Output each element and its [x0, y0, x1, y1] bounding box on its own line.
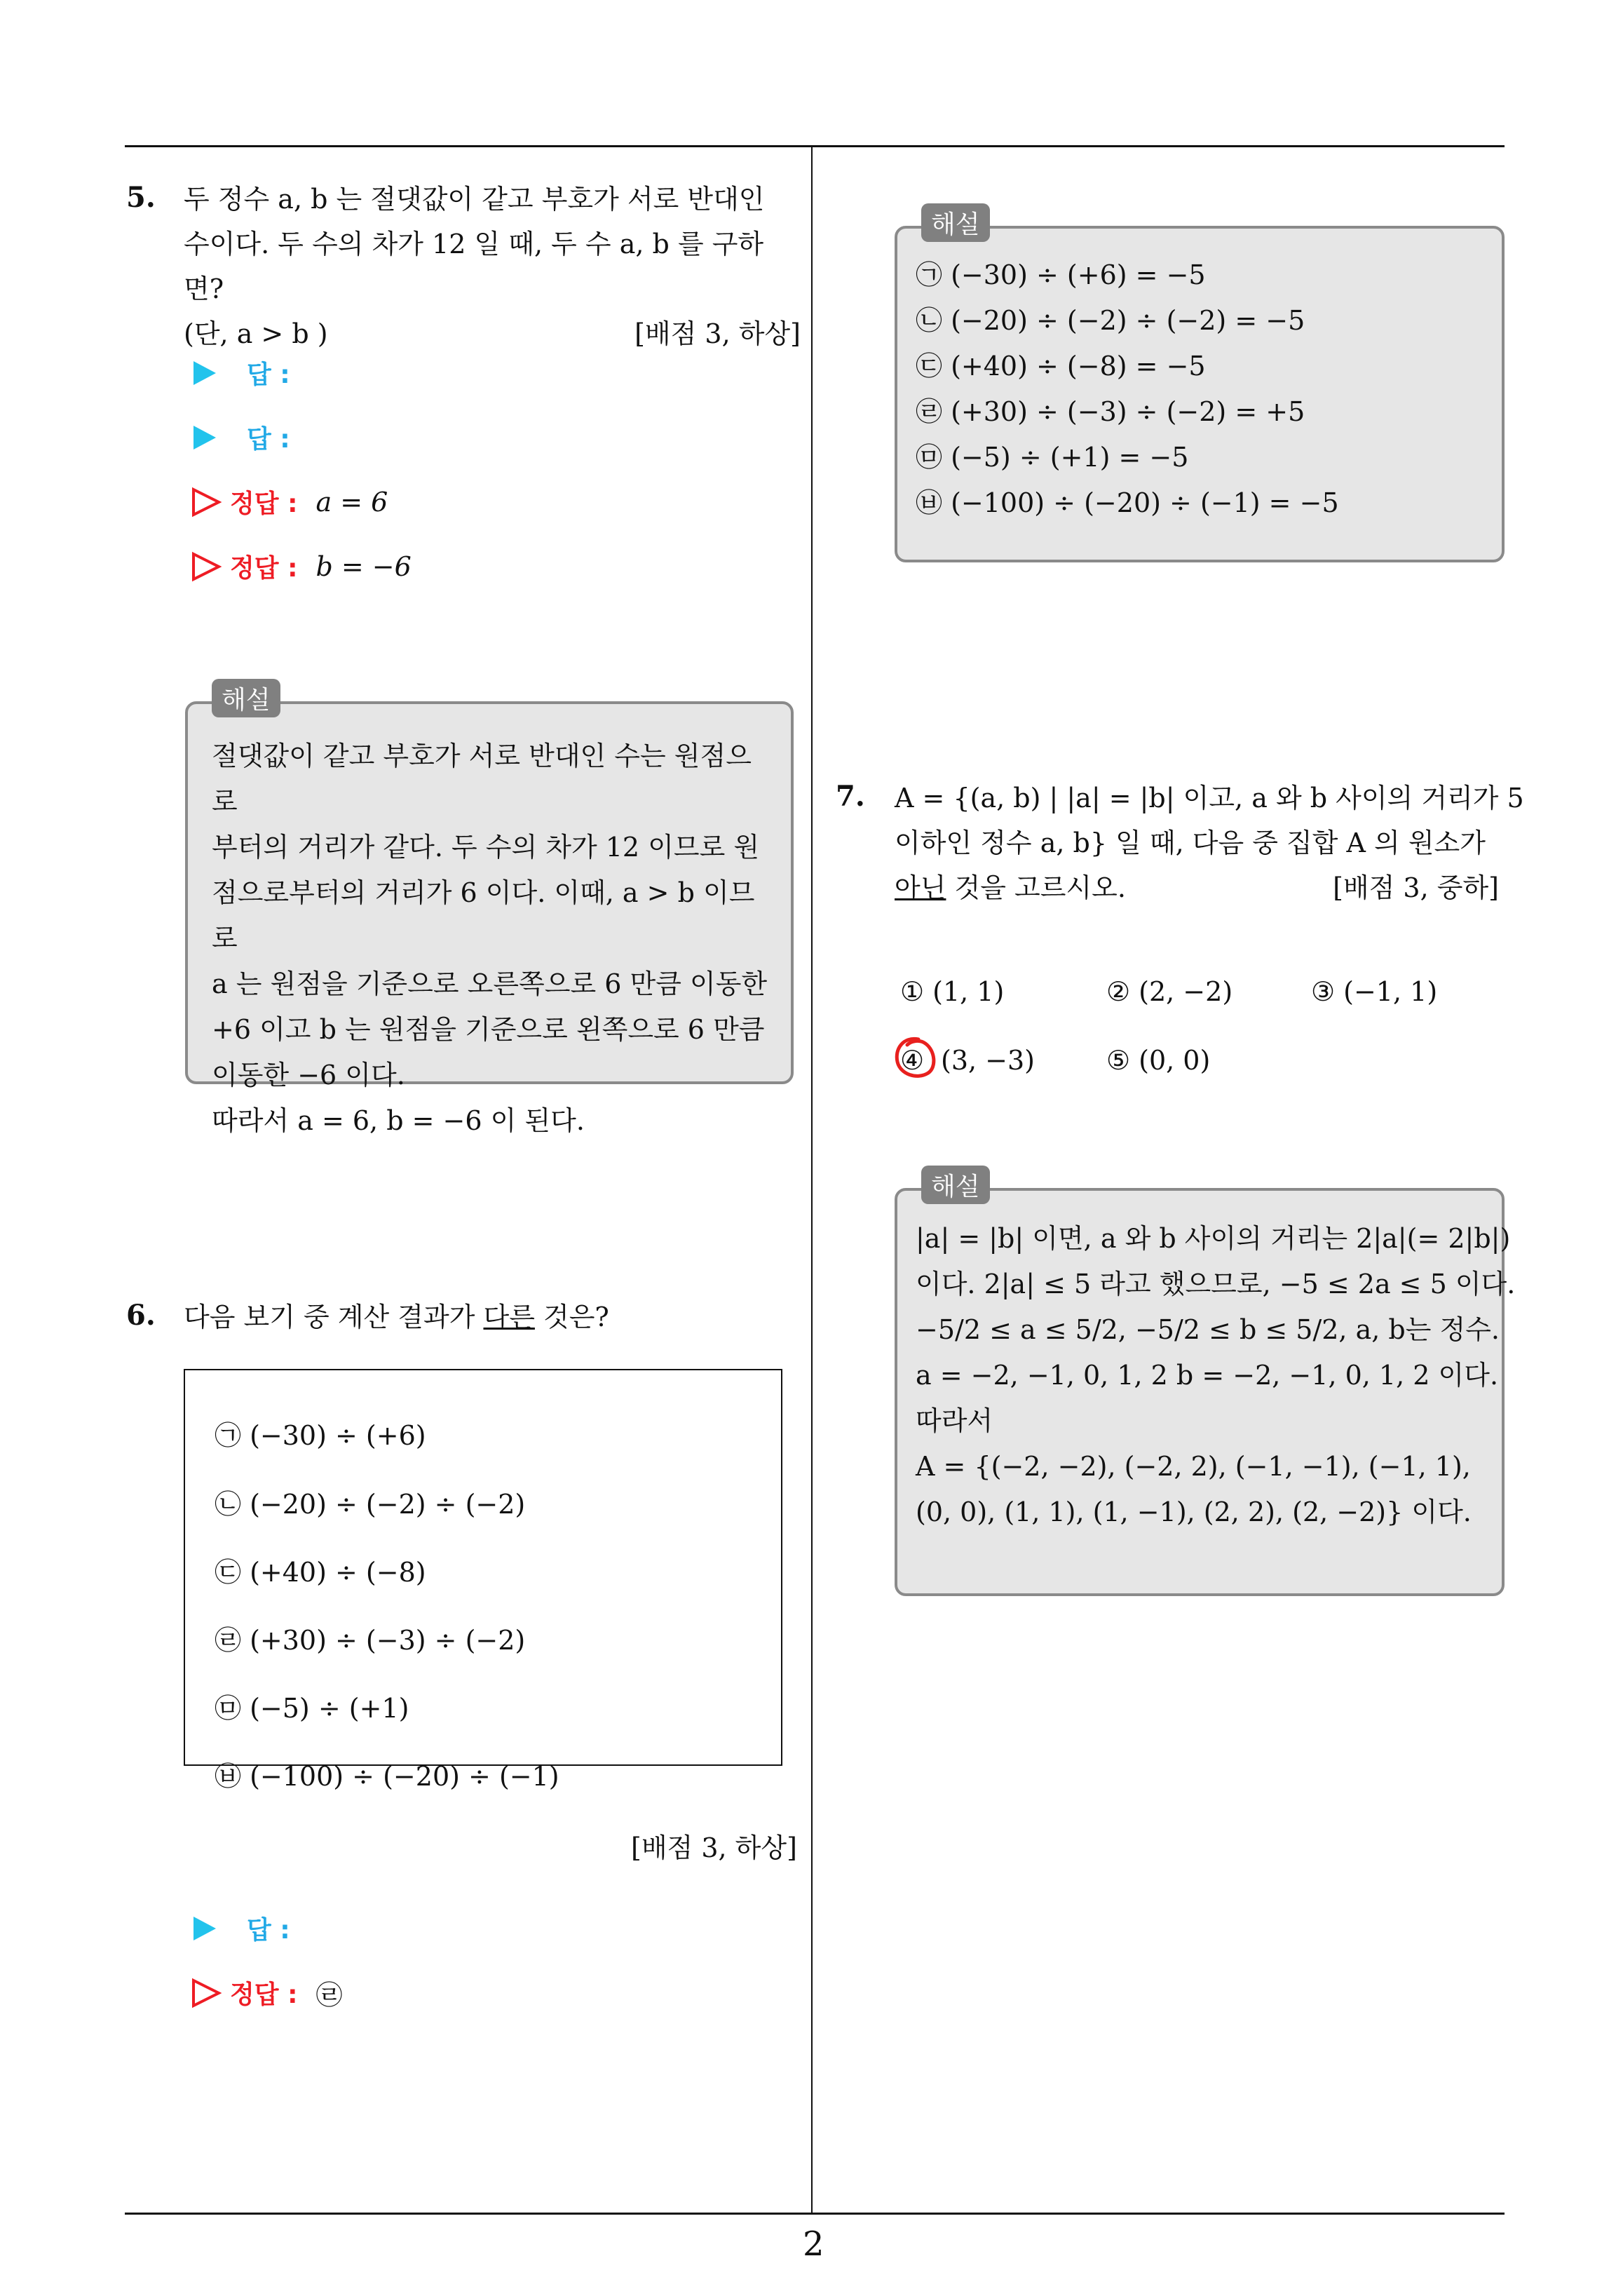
solution-line: (0, 0), (1, 1), (1, −1), (2, 2), (2, −2)} 이다.	[916, 1497, 1472, 1527]
q7-line-3-row	[895, 865, 1499, 910]
answer-arrow-icon	[193, 1917, 216, 1940]
solution-line: −5/2 ≤ a ≤ 5/2, −5/2 ≤ b ≤ 5/2, a, b는 정수.	[916, 1314, 1500, 1345]
solution-line: a 는 원점을 기준으로 오른쪽으로 6 만큼 이동한	[212, 968, 768, 999]
q5-correct-value-1: a = 6	[315, 486, 388, 518]
solution-line: 따라서 a = 6, b = −6 이 된다.	[212, 1105, 585, 1136]
bottom-rule	[125, 2213, 1505, 2215]
q6-correct-value: ㉣	[315, 1980, 343, 2011]
q7-choice-5[interactable]: ⑤ (0, 0)	[1106, 1045, 1211, 1076]
q6-item: ㉢ (+40) ÷ (−8)	[215, 1557, 426, 1588]
q7-line-1: A = {(a, b) | |a| = |b| 이고, a 와 b 사이의 거리가 5	[895, 783, 1524, 813]
q5-solution-lines	[212, 734, 773, 1144]
solution-line: +6 이고 b 는 원점을 기준으로 왼쪽으로 6 만큼	[212, 1014, 765, 1045]
q5-line-2: 수이다. 두 수의 차가 12 일 때, 두 수 a, b 를 구하면?	[184, 229, 764, 304]
q7-choice-4-value[interactable]: (3, −3)	[941, 1045, 1035, 1076]
q6-text	[184, 1295, 609, 1339]
q7-choice-2[interactable]: ② (2, −2)	[1106, 976, 1233, 1007]
solution-line: 절댓값이 같고 부호가 서로 반대인 수는 원점으로	[212, 741, 752, 817]
q5-correct-row-2	[191, 548, 412, 584]
q7-text	[895, 776, 1524, 910]
q5-number: 5.	[126, 181, 156, 214]
solution-line: ㉠ (−30) ÷ (+6) = −5	[916, 259, 1206, 290]
solution-line: a = −2, −1, 0, 1, 2 b = −2, −1, 0, 1, 2 이다.	[916, 1360, 1499, 1391]
q7-line-3-underlined: 아닌	[895, 872, 946, 903]
answer-label: 답 :	[247, 425, 290, 454]
q5-points: [배점 3, 하상]	[634, 318, 801, 349]
q6-correct-row	[191, 1973, 343, 2012]
q6-text-before: 다음 보기 중 계산 결과가	[184, 1302, 484, 1332]
q5-solution-box	[185, 701, 794, 1136]
q7-choice-4-number[interactable]: ④	[900, 1045, 925, 1076]
answer-label: 답 :	[247, 1916, 290, 1945]
q6-item: ㉠ (−30) ÷ (+6)	[215, 1420, 426, 1451]
q7-solution-box	[895, 1188, 1516, 1596]
solution-line: ㉢ (+40) ÷ (−8) = −5	[916, 351, 1206, 381]
answer-arrow-icon	[193, 361, 216, 385]
solution-line: ㉤ (−5) ÷ (+1) = −5	[916, 442, 1189, 473]
q5-line-3: (단, a > b )	[184, 318, 328, 349]
correct-arrow-outline-icon	[191, 487, 222, 518]
answer-arrow-icon	[193, 426, 216, 450]
q6-number: 6.	[126, 1299, 156, 1332]
q6-solution-lines	[916, 252, 1339, 526]
correct-label: 정답 :	[230, 489, 298, 518]
q7-number: 7.	[836, 780, 865, 813]
q6-solution-tag: 해설	[921, 203, 990, 242]
q5-answer-row-1[interactable]	[193, 355, 290, 391]
page-number: 2	[803, 2224, 824, 2264]
solution-line: ㉥ (−100) ÷ (−20) ÷ (−1) = −5	[916, 487, 1339, 518]
answer-circle-mark-icon	[890, 1034, 939, 1083]
solution-line: A = {(−2, −2), (−2, 2), (−1, −1), (−1, 1),	[916, 1451, 1471, 1482]
correct-arrow-outline-icon	[191, 1978, 222, 2008]
q6-item: ㉡ (−20) ÷ (−2) ÷ (−2)	[215, 1489, 526, 1520]
solution-line: ㉡ (−20) ÷ (−2) ÷ (−2) = −5	[916, 305, 1305, 336]
q5-solution-tag: 해설	[212, 679, 280, 717]
q6-item: ㉣ (+30) ÷ (−3) ÷ (−2)	[215, 1625, 526, 1656]
q5-correct-value-2: b = −6	[315, 551, 412, 582]
q6-item: ㉥ (−100) ÷ (−20) ÷ (−1)	[215, 1761, 559, 1792]
q5-correct-row-1	[191, 484, 388, 520]
q6-solution-box	[895, 226, 1505, 562]
q7-line-3-rest: 것을 고르시오.	[946, 872, 1126, 903]
q6-text-after: 것은?	[534, 1302, 609, 1332]
q6-answer-row[interactable]	[193, 1910, 290, 1946]
q6-item: ㉤ (−5) ÷ (+1)	[215, 1693, 409, 1724]
q7-points: [배점 3, 중하]	[1333, 872, 1499, 903]
q5-line-3-row	[184, 311, 801, 356]
q5-line-1: 두 정수 a, b 는 절댓값이 같고 부호가 서로 반대인	[184, 184, 765, 215]
q6-points: [배점 3, 하상]	[631, 1832, 797, 1863]
q7-solution-lines	[916, 1216, 1516, 1535]
correct-label: 정답 :	[230, 554, 298, 583]
column-divider	[811, 145, 813, 2214]
q7-solution-tag: 해설	[921, 1166, 990, 1204]
solution-line: |a| = |b| 이면, a 와 b 사이의 거리는 2|a|(= 2|b|)	[916, 1223, 1511, 1254]
q7-choice-1[interactable]: ① (1, 1)	[900, 976, 1005, 1007]
q5-text	[184, 177, 801, 356]
q5-answer-row-2[interactable]	[193, 419, 290, 455]
q7-line-2: 이하인 정수 a, b} 일 때, 다음 중 집합 A 의 원소가	[895, 828, 1486, 858]
answer-label: 답 :	[247, 360, 290, 389]
solution-line: 부터의 거리가 같다. 두 수의 차가 12 이므로 원	[212, 832, 760, 863]
top-rule	[125, 145, 1505, 147]
q7-choice-3[interactable]: ③ (−1, 1)	[1311, 976, 1438, 1007]
correct-arrow-outline-icon	[191, 551, 222, 582]
correct-label: 정답 :	[230, 1980, 298, 2009]
q6-text-underlined: 다른	[483, 1302, 535, 1332]
solution-line: 점으로부터의 거리가 6 이다. 이때, a > b 이므로	[212, 877, 755, 954]
solution-line: 이다. 2|a| ≤ 5 라고 했으므로, −5 ≤ 2a ≤ 5 이다.	[916, 1269, 1516, 1299]
solution-line: 따라서	[916, 1405, 993, 1436]
solution-line: ㉣ (+30) ÷ (−3) ÷ (−2) = +5	[916, 396, 1305, 427]
solution-line: 이동한 −6 이다.	[212, 1060, 405, 1090]
